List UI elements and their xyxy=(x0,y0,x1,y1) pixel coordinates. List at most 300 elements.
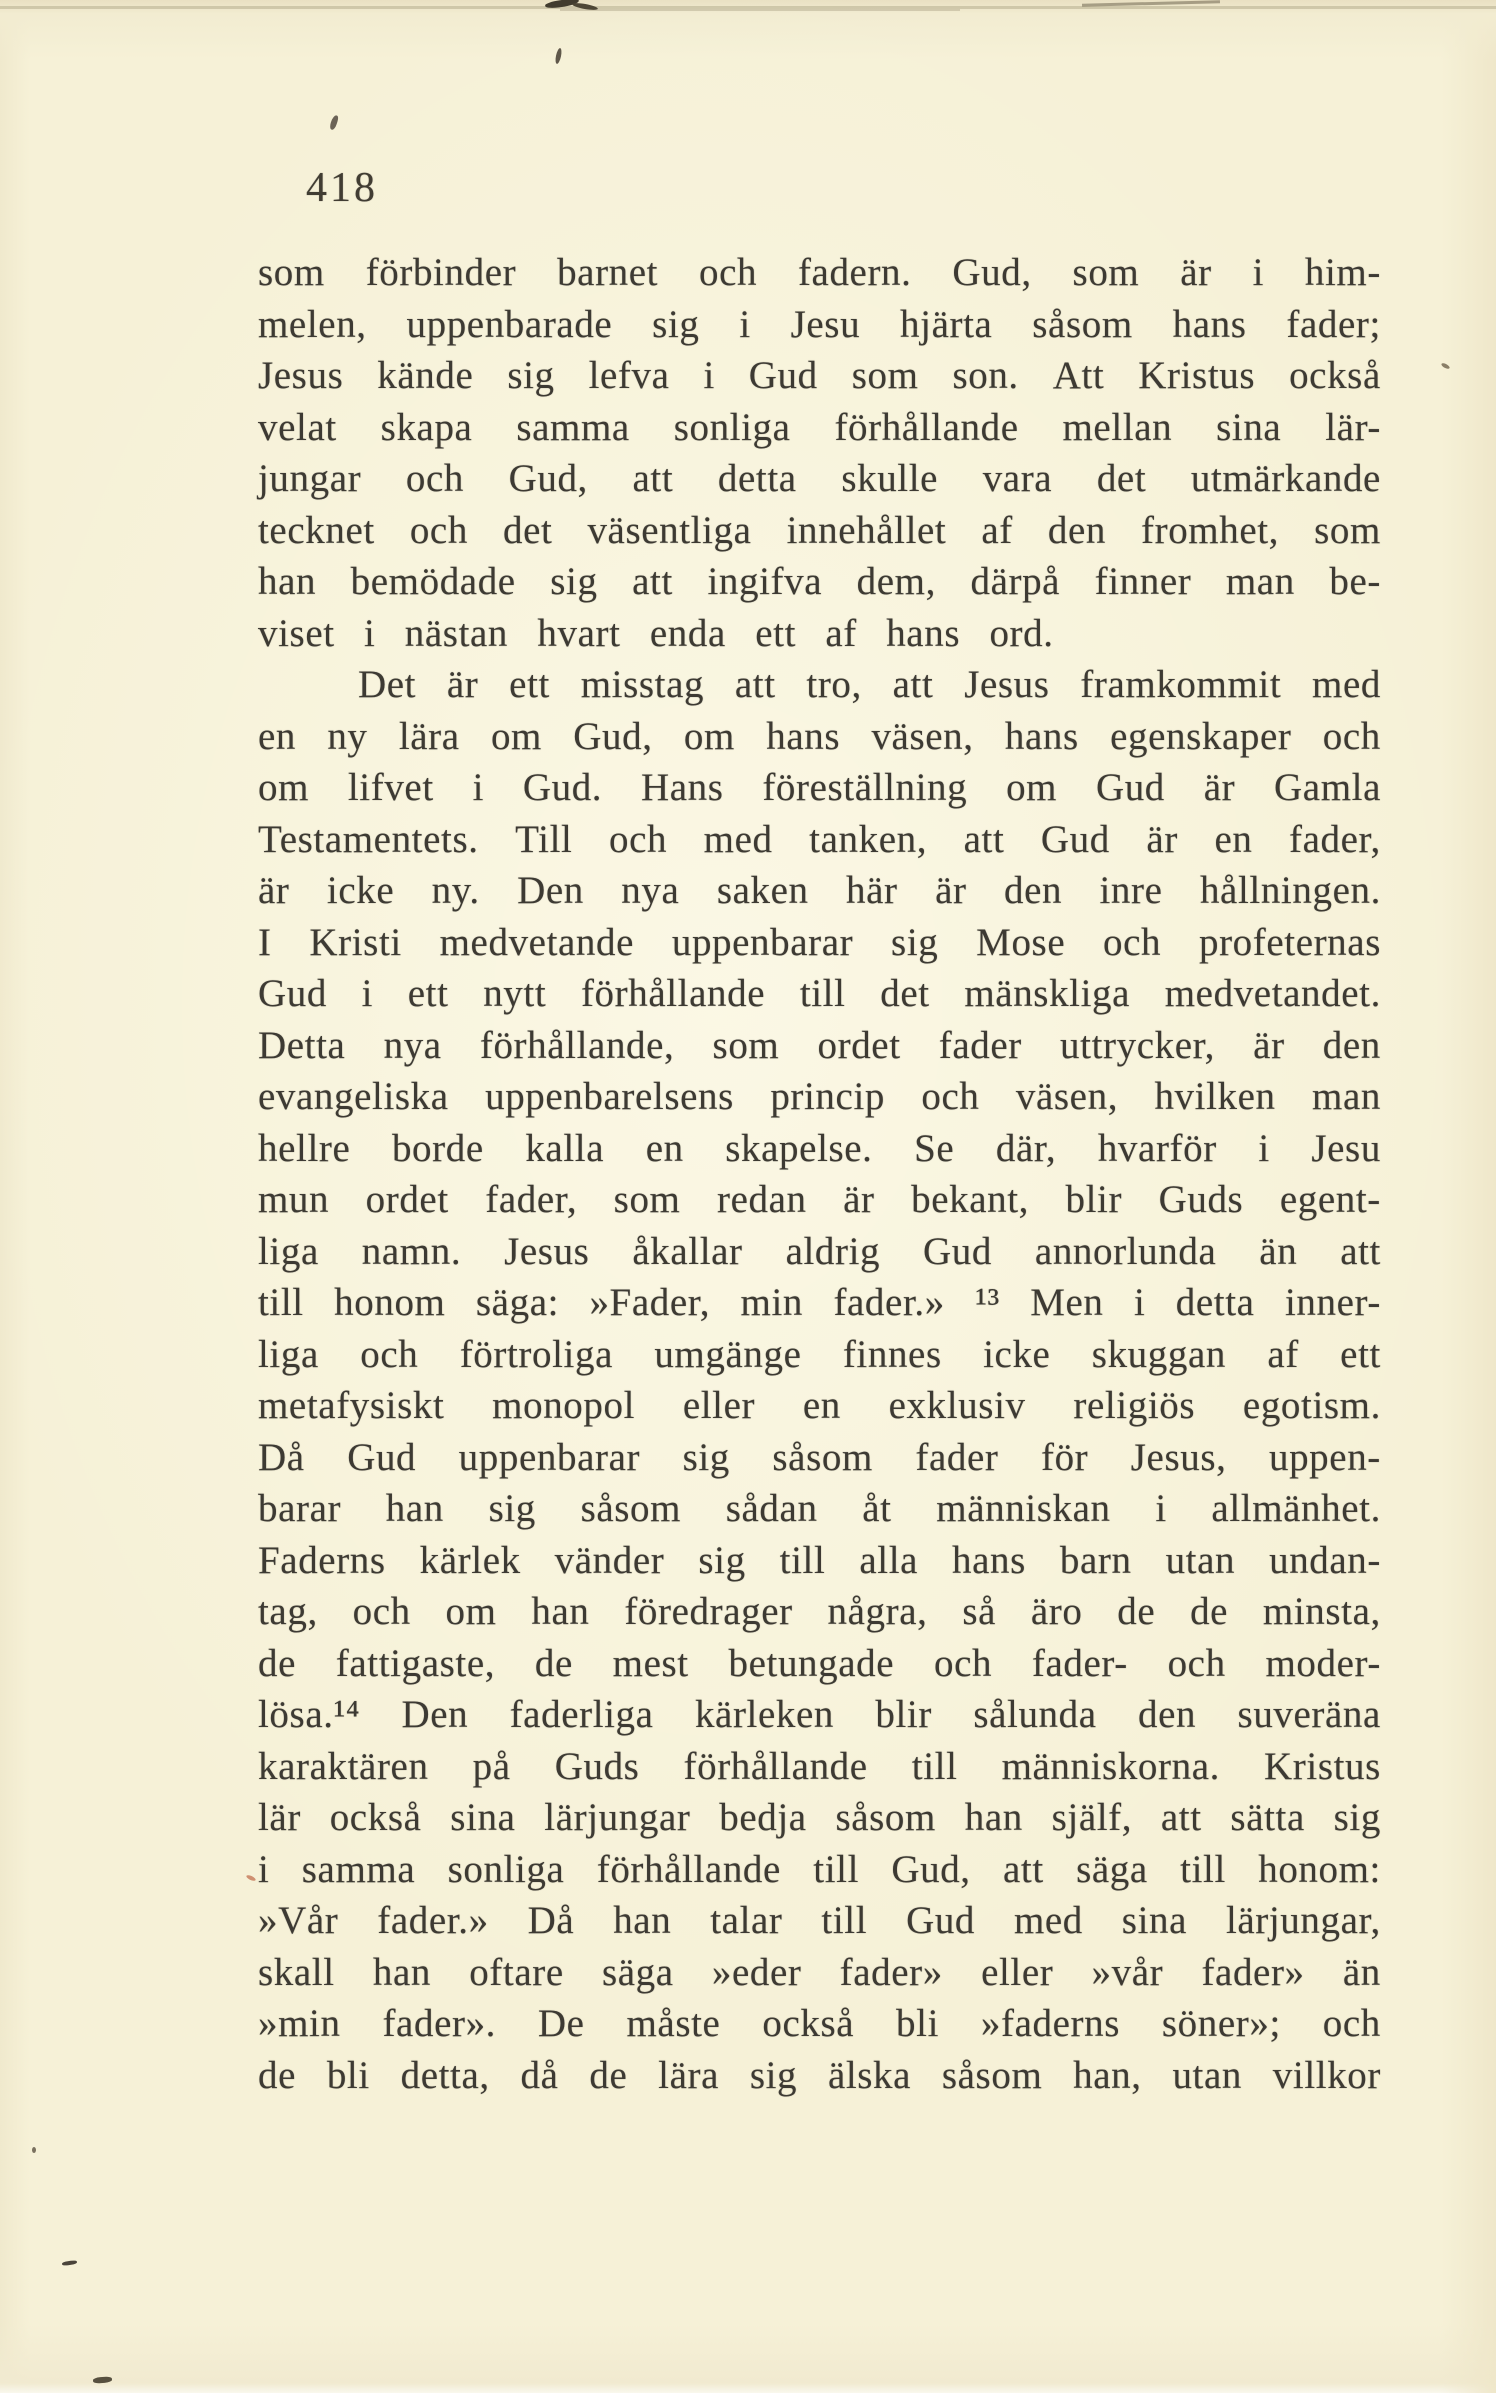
word: uppenbarar xyxy=(458,1435,641,1479)
word: den xyxy=(1138,1693,1197,1736)
scan-artifact-mark xyxy=(93,2376,112,2384)
word: villkor xyxy=(1272,2053,1381,2097)
scan-artifact-speck xyxy=(554,48,562,65)
word: de xyxy=(258,2053,297,2097)
word: några, xyxy=(827,1590,928,1633)
word: sätta xyxy=(1230,1796,1305,1839)
word: förtroliga xyxy=(459,1332,613,1376)
word: i xyxy=(472,766,485,809)
word: tag, xyxy=(258,1590,318,1633)
word: bli xyxy=(326,2053,370,2097)
word: om xyxy=(1006,766,1058,809)
word: uppenbarelsens xyxy=(485,1075,734,1118)
word: är xyxy=(843,1178,875,1221)
word: i xyxy=(1133,1281,1146,1324)
word: Se xyxy=(914,1126,955,1170)
word: är xyxy=(1180,251,1212,294)
word: Det xyxy=(358,663,417,706)
word: Gud xyxy=(1040,817,1110,861)
word: Gud xyxy=(748,354,818,397)
word: egotism. xyxy=(1242,1384,1381,1427)
word: redan xyxy=(717,1178,807,1221)
word: säga xyxy=(601,1950,674,1994)
scan-artifact-red-tick xyxy=(246,1874,257,1882)
word: Gamla xyxy=(1274,766,1381,809)
word: till xyxy=(821,1899,868,1942)
word: Jesus xyxy=(504,1229,590,1273)
word: tro, xyxy=(806,663,862,706)
word: med xyxy=(1013,1899,1083,1942)
word: Mose xyxy=(976,920,1066,964)
word: medvetande xyxy=(439,920,635,964)
word: Gud xyxy=(1095,766,1165,809)
word: Den xyxy=(517,869,584,912)
word: finner xyxy=(1094,560,1192,603)
word: förbinder xyxy=(365,251,517,294)
text-line xyxy=(258,1486,1381,1538)
word: och xyxy=(609,817,668,861)
text-line xyxy=(258,1229,1381,1281)
word: om xyxy=(490,714,542,758)
word: undan- xyxy=(1269,1538,1381,1582)
word: lösa.¹⁴ xyxy=(258,1693,361,1736)
word: nya xyxy=(621,869,680,912)
word: medvetandet. xyxy=(1164,972,1381,1015)
word: skulle xyxy=(841,457,939,500)
word: Jesu xyxy=(1311,1126,1381,1170)
word: sådan xyxy=(725,1487,818,1530)
word: utan xyxy=(1165,1538,1236,1582)
word: och xyxy=(921,1075,980,1118)
word: därpå xyxy=(970,560,1061,603)
word: och xyxy=(1322,714,1381,758)
word: en xyxy=(802,1384,841,1427)
word: blir xyxy=(875,1693,932,1736)
word: mest xyxy=(612,1641,689,1685)
word: i xyxy=(739,302,751,346)
text-line xyxy=(258,1898,1381,1950)
word: och xyxy=(933,1641,993,1685)
word: ett xyxy=(407,972,449,1015)
word: kalla xyxy=(525,1126,605,1170)
word: samma xyxy=(301,1847,416,1891)
word: liga xyxy=(258,1332,319,1376)
word: som xyxy=(1072,251,1140,294)
word: människorna. xyxy=(1001,1744,1220,1788)
word: vara xyxy=(982,457,1053,500)
word: att xyxy=(1003,1847,1044,1891)
word: minsta, xyxy=(1262,1590,1381,1633)
word: fromhet, xyxy=(1141,508,1280,552)
word: Jesus, xyxy=(1130,1435,1227,1479)
word: och xyxy=(352,1590,411,1633)
word: fader xyxy=(938,1023,1022,1067)
word: honom xyxy=(334,1281,446,1324)
word: säga: xyxy=(475,1281,560,1324)
word: fader, xyxy=(485,1178,578,1221)
word: af xyxy=(981,508,1013,552)
word: monopol xyxy=(492,1384,636,1427)
word: det xyxy=(880,972,930,1015)
word: eller xyxy=(682,1384,756,1427)
word: han xyxy=(372,1950,431,1994)
word: om xyxy=(683,714,735,758)
word: ny. xyxy=(431,869,480,912)
word: barn xyxy=(1059,1538,1132,1582)
word: framkommit xyxy=(1080,663,1282,706)
word: såsom xyxy=(772,1435,873,1479)
word: är xyxy=(446,663,479,706)
word: lifvet xyxy=(347,766,434,809)
text-line xyxy=(258,1383,1381,1435)
word: Jesus xyxy=(258,354,344,397)
word: bekant, xyxy=(911,1178,1030,1221)
word: allmänhet. xyxy=(1211,1487,1381,1530)
word: såsom xyxy=(580,1487,682,1530)
word: som xyxy=(851,354,919,397)
word: i xyxy=(361,972,374,1015)
text-line xyxy=(258,662,1381,714)
word: detta, xyxy=(400,2053,490,2097)
word: religiös xyxy=(1073,1384,1196,1427)
word: och xyxy=(360,1332,419,1376)
word: fader» xyxy=(1201,1950,1305,1994)
word: Detta xyxy=(258,1023,346,1067)
text-line xyxy=(258,1126,1381,1178)
word: lefva xyxy=(588,354,670,397)
word: Att xyxy=(1052,354,1105,397)
word: han, xyxy=(1073,2053,1142,2097)
word: Jesus xyxy=(964,663,1050,706)
word: i xyxy=(1252,251,1265,294)
word: den xyxy=(1047,508,1107,552)
text-line xyxy=(258,1177,1381,1229)
word: nytt xyxy=(483,972,547,1015)
word: också xyxy=(1289,354,1381,397)
word: liga xyxy=(258,1229,319,1273)
text-line xyxy=(258,353,1381,405)
word: ny xyxy=(327,714,368,758)
word: »eder xyxy=(711,1950,802,1994)
word: Gud, xyxy=(952,251,1032,294)
word: umgänge xyxy=(654,1332,802,1376)
word: ett xyxy=(1340,1332,1381,1376)
word: är xyxy=(1253,1023,1285,1067)
word: att xyxy=(963,817,1005,861)
word: sina xyxy=(1121,1899,1188,1942)
word: att xyxy=(734,663,776,706)
word: i xyxy=(258,1847,270,1891)
word: det xyxy=(1096,457,1147,500)
word: egent- xyxy=(1279,1178,1381,1221)
scan-artifact-tick xyxy=(1441,362,1451,370)
text-line xyxy=(258,1589,1381,1641)
word: sig xyxy=(488,1487,536,1530)
word: Kristi xyxy=(309,920,402,964)
word: här xyxy=(846,869,898,912)
word: skapelse. xyxy=(725,1126,873,1170)
word: hans xyxy=(766,714,841,758)
word: Hans xyxy=(640,766,724,809)
word: evangeliska xyxy=(258,1075,449,1118)
word: till xyxy=(779,1538,826,1582)
scan-artifact-speck xyxy=(329,114,339,130)
word: de xyxy=(1117,1590,1156,1633)
word: att xyxy=(632,457,674,500)
word: och xyxy=(405,457,464,500)
word: är xyxy=(1146,817,1178,861)
word: betungade xyxy=(728,1641,895,1685)
word: som xyxy=(613,1178,681,1221)
word: sålunda xyxy=(973,1693,1097,1736)
text-line xyxy=(258,1692,1381,1744)
word: min xyxy=(740,1281,804,1324)
word: älska xyxy=(827,2053,912,2097)
word: söner»; xyxy=(1161,2002,1281,2045)
word: till xyxy=(1180,1847,1226,1891)
word: borde xyxy=(391,1126,484,1170)
word: i xyxy=(1258,1126,1270,1170)
word: sig xyxy=(698,1538,746,1582)
word: med xyxy=(703,817,773,861)
word: fader xyxy=(915,1435,999,1479)
text-line xyxy=(258,405,1381,457)
word: det xyxy=(502,508,553,552)
word: sonliga xyxy=(673,405,791,449)
word: bli xyxy=(896,2002,940,2045)
word: hållningen. xyxy=(1199,869,1381,912)
word: förhållande xyxy=(596,1847,781,1891)
word: jungar xyxy=(258,457,362,500)
word: där, xyxy=(995,1126,1057,1170)
word: fader.» xyxy=(377,1899,489,1942)
word: lär- xyxy=(1325,405,1381,449)
word: om xyxy=(258,766,310,809)
word: säga xyxy=(1076,1847,1148,1891)
word: Testamentets. xyxy=(258,817,479,861)
word: man xyxy=(1225,560,1295,603)
page-text xyxy=(258,250,1381,2104)
word: att xyxy=(1340,1229,1381,1273)
word: hjärta xyxy=(900,302,993,346)
word: inner- xyxy=(1285,1281,1381,1324)
word: åt xyxy=(862,1487,892,1530)
text-line xyxy=(258,559,1381,611)
word: Den xyxy=(401,1693,469,1736)
word: uppenbarar xyxy=(671,920,854,964)
word: hans xyxy=(1004,714,1079,758)
word: I xyxy=(258,920,272,964)
word: velat xyxy=(258,405,337,449)
word: att xyxy=(632,560,673,603)
word: faderliga xyxy=(509,1693,654,1736)
word: Guds xyxy=(554,1744,640,1788)
word: karaktären xyxy=(258,1744,429,1788)
word: sig xyxy=(891,920,939,964)
word: »Fader, xyxy=(589,1281,711,1324)
word: hvilken xyxy=(1154,1075,1276,1118)
word: med xyxy=(1312,663,1381,706)
text-line xyxy=(258,302,1381,354)
word: Jesu xyxy=(790,302,861,346)
word: »min xyxy=(258,2002,341,2045)
word: fader, xyxy=(1288,817,1381,861)
word: de xyxy=(258,1641,297,1685)
word: är xyxy=(1203,766,1236,809)
word: kände xyxy=(377,354,474,397)
word: sonliga xyxy=(447,1847,565,1891)
word: att xyxy=(892,663,934,706)
word: uppen- xyxy=(1268,1435,1381,1479)
text-line xyxy=(258,1795,1381,1847)
word: och xyxy=(1103,920,1162,964)
word: profeternas xyxy=(1198,920,1381,964)
text-line xyxy=(258,868,1381,920)
word: uppenbarade xyxy=(406,302,613,346)
word: af xyxy=(1267,1332,1299,1376)
word: sig xyxy=(1333,1796,1381,1839)
word: blir xyxy=(1065,1178,1123,1221)
word: alla xyxy=(859,1538,919,1582)
word: fattigaste, xyxy=(335,1641,496,1685)
word: Gud xyxy=(906,1899,976,1942)
word: fader; xyxy=(1286,302,1381,346)
scan-artifact-dash xyxy=(62,2260,77,2266)
word: i xyxy=(703,354,715,397)
word: ¹³ xyxy=(975,1281,1000,1324)
word: också xyxy=(329,1796,422,1839)
word: inre xyxy=(1099,869,1163,912)
word: Faderns xyxy=(258,1538,386,1582)
word: lärjungar, xyxy=(1225,1899,1381,1942)
text-line xyxy=(258,765,1381,817)
word: också xyxy=(762,2002,855,2045)
word: än xyxy=(1259,1229,1298,1273)
word: för xyxy=(1041,1435,1089,1479)
word: förhållande xyxy=(834,405,1019,449)
word: äro xyxy=(1030,1590,1083,1633)
word: »faderns xyxy=(980,2002,1120,2045)
word: De xyxy=(537,2002,585,2045)
text-line xyxy=(258,1074,1381,1126)
word: namn. xyxy=(361,1229,462,1273)
word: till xyxy=(799,972,846,1015)
word: Då xyxy=(258,1435,305,1479)
word: till xyxy=(813,1847,860,1891)
word: förhållande xyxy=(580,972,766,1015)
text-line xyxy=(258,1538,1381,1590)
word: som xyxy=(1314,508,1381,552)
word: fadern. xyxy=(797,251,912,294)
word: åkallar xyxy=(632,1229,743,1273)
text-line xyxy=(258,1847,1381,1899)
text-line xyxy=(258,2001,1381,2053)
word: man xyxy=(1312,1075,1381,1118)
word: de xyxy=(589,2053,628,2097)
word: suveräna xyxy=(1237,1693,1381,1736)
word: bedja xyxy=(719,1796,807,1839)
word: såsom xyxy=(835,1796,936,1839)
word: Guds xyxy=(1158,1178,1244,1221)
word: saken xyxy=(716,869,809,912)
word: kärlek xyxy=(419,1538,521,1582)
scan-artifact-faint-line xyxy=(560,9,960,11)
word: han xyxy=(613,1899,672,1942)
text-line xyxy=(258,1950,1381,2002)
text-line xyxy=(258,714,1381,766)
word: misstag xyxy=(580,663,705,706)
word: Gud, xyxy=(573,714,653,758)
word: han xyxy=(964,1796,1023,1839)
word: icke xyxy=(326,869,395,912)
word: Gud, xyxy=(891,1847,971,1891)
word: såsom xyxy=(1032,302,1133,346)
word: icke xyxy=(983,1332,1051,1376)
word: än xyxy=(1342,1950,1381,1994)
word: be- xyxy=(1329,560,1381,603)
text-line xyxy=(258,920,1381,972)
word: vänder xyxy=(554,1538,665,1582)
word: sig xyxy=(550,560,598,603)
word: som xyxy=(258,251,325,294)
word: själf, xyxy=(1051,1796,1133,1839)
text-line xyxy=(258,1280,1381,1332)
word: Gud xyxy=(923,1229,993,1273)
text-line xyxy=(258,1023,1381,1075)
word: han xyxy=(258,560,317,603)
word: ingifva xyxy=(707,560,823,603)
word: sig xyxy=(652,302,700,346)
word: egenskaper xyxy=(1110,714,1292,758)
word: så xyxy=(962,1590,997,1633)
word: finnes xyxy=(842,1332,942,1376)
word: ordet xyxy=(817,1023,901,1067)
word: och xyxy=(409,508,468,552)
word: lära xyxy=(658,2053,720,2097)
word: kärleken xyxy=(694,1693,835,1736)
word: hellre xyxy=(258,1126,351,1170)
word: tanken, xyxy=(809,817,928,861)
word: oftare xyxy=(469,1950,564,1994)
word: sig xyxy=(682,1435,730,1479)
word: fader» xyxy=(839,1950,943,1994)
word: dem, xyxy=(856,560,936,603)
text-line xyxy=(258,508,1381,560)
word: skapa xyxy=(380,405,473,449)
word: lärjungar xyxy=(544,1796,691,1839)
word: väsentliga xyxy=(587,508,752,552)
word: him- xyxy=(1304,251,1381,294)
word: som xyxy=(712,1023,780,1067)
word: samma xyxy=(516,405,630,449)
word: fader.» xyxy=(833,1281,945,1324)
word: Kristus xyxy=(1264,1744,1381,1788)
word: hans xyxy=(1172,302,1247,346)
word: väsen, xyxy=(1015,1075,1119,1118)
word: förhållande xyxy=(683,1744,868,1788)
word: utmärkande xyxy=(1190,457,1381,500)
word: lära xyxy=(398,714,460,758)
word: Kristus xyxy=(1138,354,1256,397)
word: ett xyxy=(509,663,550,706)
word: bemödade xyxy=(350,560,516,603)
word: skall xyxy=(258,1950,335,1994)
word: och xyxy=(1322,2002,1381,2045)
text-line xyxy=(258,1641,1381,1693)
word: eller xyxy=(981,1950,1054,1994)
word: de xyxy=(534,1641,573,1685)
word: Gud xyxy=(347,1435,417,1479)
